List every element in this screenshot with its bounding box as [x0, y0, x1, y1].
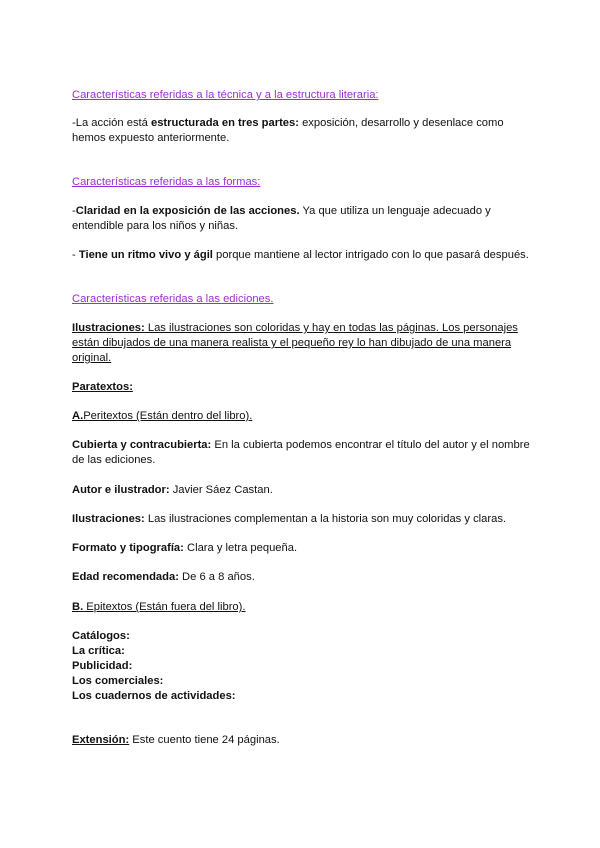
label-cubierta: Cubierta y contracubierta: [72, 439, 212, 451]
peritextos-line: A.Peritextos (Están dentro del libro). [72, 410, 253, 422]
heading-formas: Características referidas a las formas: [72, 176, 261, 188]
epitextos-line: B. Epitextos (Están fuera del libro). [72, 601, 246, 613]
paragraph-autor: Autor e ilustrador: Javier Sáez Castan. [72, 484, 273, 496]
list-item: Los cuadernos de actividades: [72, 690, 236, 702]
label-ilustraciones-2: Ilustraciones: [72, 513, 145, 525]
heading-tecnica: Características referidas a la técnica y a la estructura literaria: [72, 89, 379, 101]
list-item: Catálogos: [72, 630, 130, 642]
paragraph-ritmo: - Tiene un ritmo vivo y ágil porque mantiene al lector intrigado con lo que pasará después. [72, 249, 529, 261]
paragraph-edad: Edad recomendada: De 6 a 8 años. [72, 571, 255, 583]
label-ilustraciones: Ilustraciones: [72, 322, 145, 334]
paragraph-ilustraciones: Ilustraciones: Las ilustraciones son coloridas y hay en todas las páginas. Los personajes están dibujados de una manera realista y el pequeño rey lo han dibujado de una manera original. [72, 322, 518, 364]
heading-ediciones: Características referidas a las ediciones. [72, 293, 274, 305]
label-autor: Autor e ilustrador: [72, 484, 170, 496]
bold-estructura: estructurada en tres partes: [150, 117, 299, 129]
paragraph-estructura: -La acción está estructurada en tres partes: exposición, desarrollo y desenlace como hemos expuesto anteriormente. [72, 117, 504, 144]
bold-ritmo: Tiene un ritmo vivo y ágil [78, 249, 213, 261]
label-edad: Edad recomendada: [72, 571, 179, 583]
paragraph-ilustraciones-2: Ilustraciones: Las ilustraciones complementan a la historia son muy coloridas y claras. [72, 513, 507, 525]
paragraph-formato: Formato y tipografía: Clara y letra pequeña. [72, 542, 298, 554]
epitextos-list [72, 629, 532, 704]
list-item: Los comerciales: [72, 675, 164, 687]
bold-claridad: Claridad en la exposición de las acciones. [75, 205, 300, 217]
label-paratextos: Paratextos: [72, 381, 133, 393]
list-item: Publicidad: [72, 660, 133, 672]
label-formato: Formato y tipografía: [72, 542, 184, 554]
list-item: La crítica: [72, 645, 125, 657]
label-extension: Extensión: [72, 734, 130, 746]
paragraph-cubierta: Cubierta y contracubierta: En la cubierta podemos encontrar el título del autor y el nombre de las ediciones. [72, 439, 530, 466]
paragraph-claridad: -Claridad en la exposición de las acciones. Ya que utiliza un lenguaje adecuado y entendible para los niños y niñas. [72, 205, 491, 232]
paragraph-extension: Extensión: Este cuento tiene 24 páginas. [72, 734, 280, 746]
